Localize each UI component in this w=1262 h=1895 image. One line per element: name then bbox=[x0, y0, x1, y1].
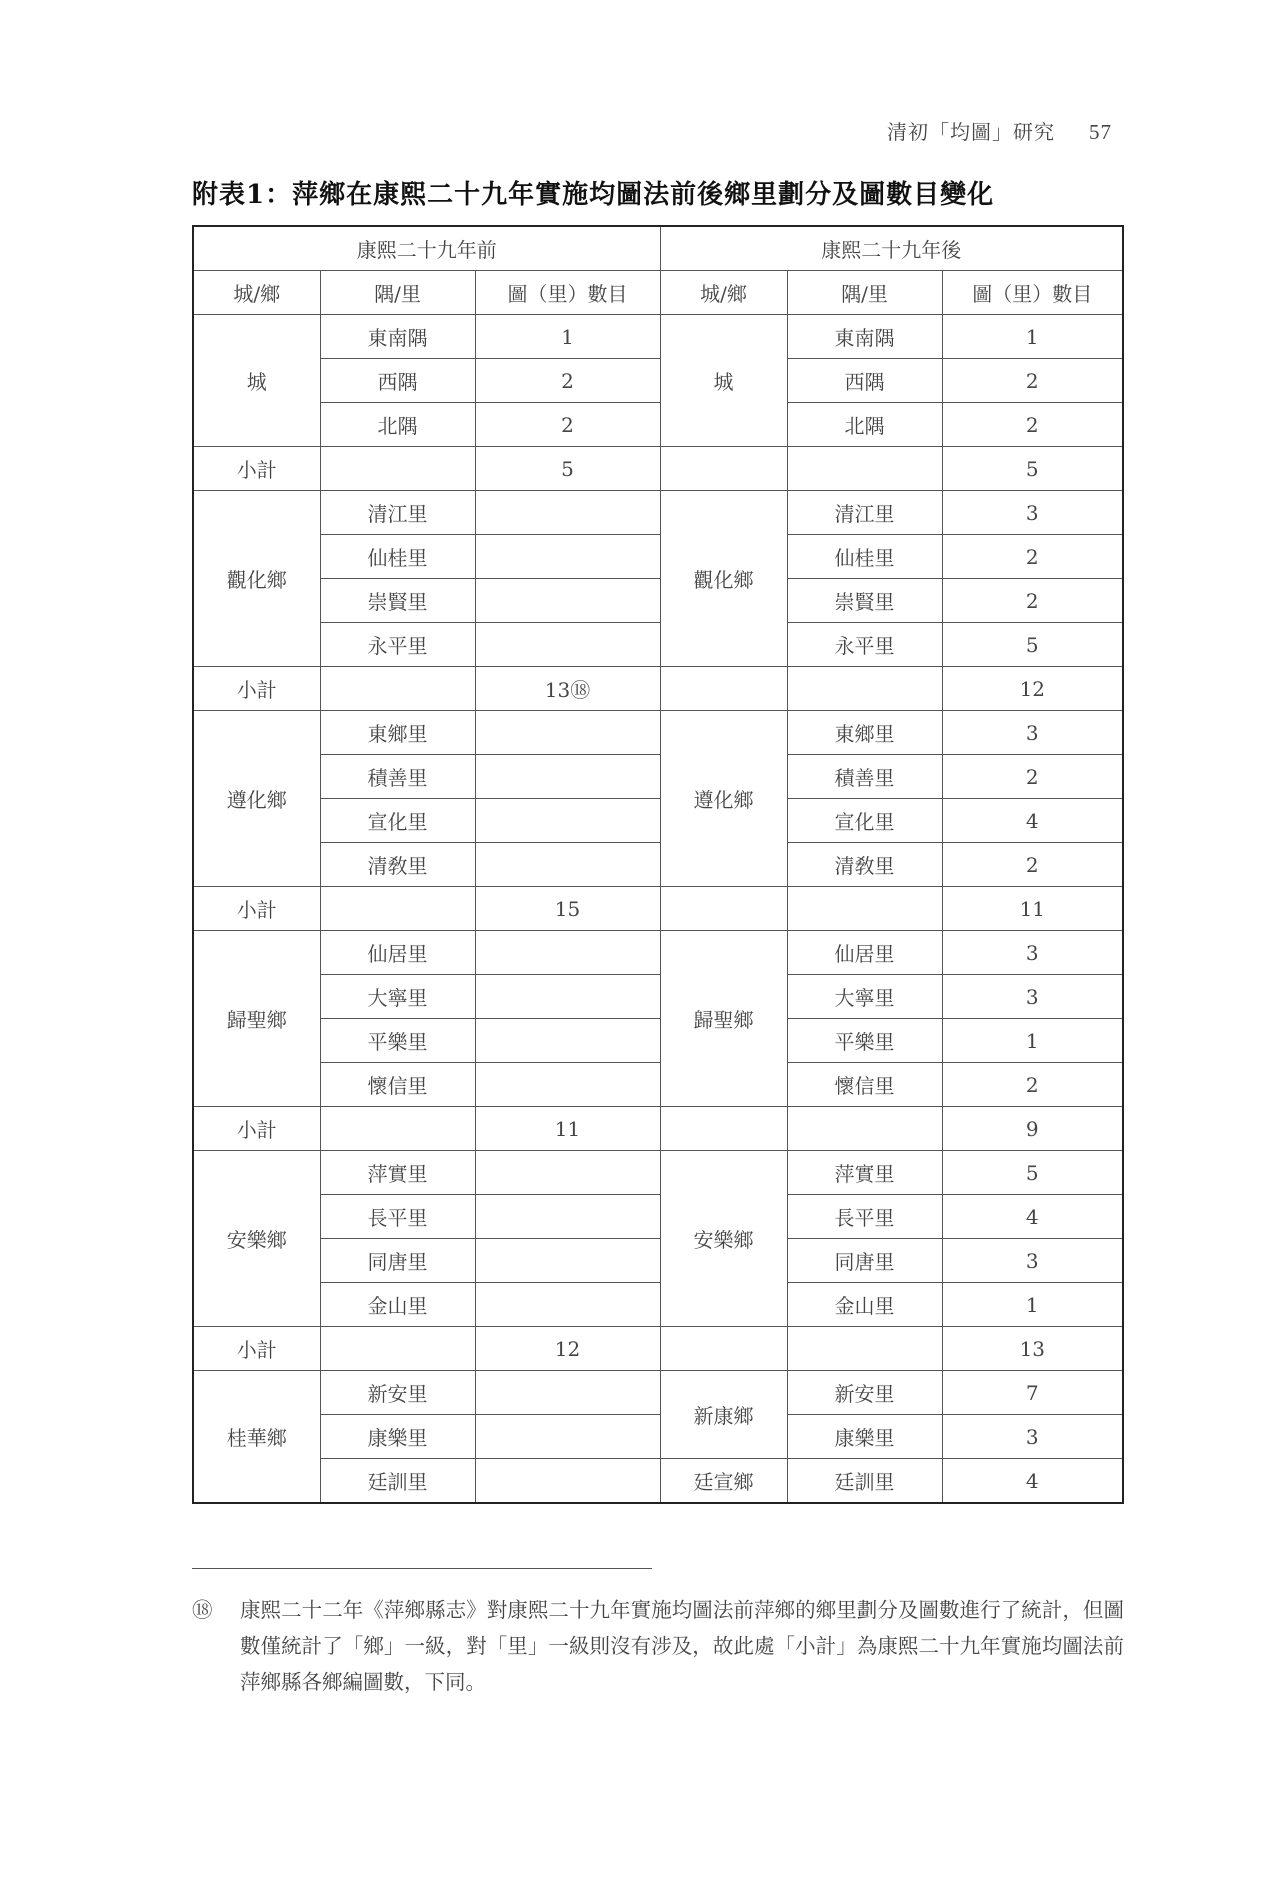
before-count bbox=[475, 1371, 660, 1415]
subtotal-before: 12 bbox=[475, 1327, 660, 1371]
table-row bbox=[193, 535, 1123, 579]
after-township: 歸聖鄉 bbox=[660, 931, 787, 1107]
footnote-text: 康熙二十二年《萍鄉縣志》對康熙二十九年實施均圖法前萍鄉的鄉里劃分及圖數進行了統計，但圖數僅統計了「鄉」一級，對「里」一級則沒有涉及，故此處「小計」為康熙二十九年實施均圖法前萍鄉縣各鄉編圖數，下同。 bbox=[240, 1598, 1124, 1694]
page-number: 57 bbox=[1089, 120, 1112, 144]
before-li: 崇賢里 bbox=[320, 579, 475, 623]
after-count: 3 bbox=[942, 711, 1123, 755]
table-row bbox=[193, 403, 1123, 447]
subtotal-label: 小計 bbox=[193, 667, 320, 711]
before-li: 積善里 bbox=[320, 755, 475, 799]
before-li: 萍實里 bbox=[320, 1151, 475, 1195]
table-row bbox=[193, 579, 1123, 623]
subtotal-row bbox=[193, 1107, 1123, 1151]
after-count: 1 bbox=[942, 315, 1123, 359]
township-table bbox=[192, 225, 1124, 1504]
table-title: 附表1：萍鄉在康熙二十九年實施均圖法前後鄉里劃分及圖數目變化 bbox=[192, 180, 995, 210]
column-header: 隅/里 bbox=[320, 271, 475, 315]
before-township: 安樂鄉 bbox=[193, 1151, 320, 1327]
after-li: 長平里 bbox=[787, 1195, 942, 1239]
empty-cell bbox=[320, 1327, 475, 1371]
after-count: 3 bbox=[942, 931, 1123, 975]
before-li: 仙桂里 bbox=[320, 535, 475, 579]
table-row bbox=[193, 315, 1123, 359]
before-li: 清敎里 bbox=[320, 843, 475, 887]
after-count: 7 bbox=[942, 1371, 1123, 1415]
empty-cell bbox=[660, 1107, 787, 1151]
before-li: 新安里 bbox=[320, 1371, 475, 1415]
table-row bbox=[193, 359, 1123, 403]
empty-cell bbox=[320, 1107, 475, 1151]
table-row bbox=[193, 843, 1123, 887]
after-count: 1 bbox=[942, 1019, 1123, 1063]
footnote bbox=[192, 1592, 1124, 1700]
subtotal-label: 小計 bbox=[193, 887, 320, 931]
subtotal-after: 9 bbox=[942, 1107, 1123, 1151]
column-header: 圖（里）數目 bbox=[942, 271, 1123, 315]
after-township: 觀化鄉 bbox=[660, 491, 787, 667]
before-count bbox=[475, 1283, 660, 1327]
after-township: 新康鄉 bbox=[660, 1371, 787, 1459]
empty-cell bbox=[660, 667, 787, 711]
subtotal-before: 11 bbox=[475, 1107, 660, 1151]
table-row bbox=[193, 931, 1123, 975]
after-count: 5 bbox=[942, 623, 1123, 667]
period-header-row bbox=[193, 226, 1123, 271]
before-count bbox=[475, 535, 660, 579]
before-li: 平樂里 bbox=[320, 1019, 475, 1063]
before-li: 永平里 bbox=[320, 623, 475, 667]
before-li: 懷信里 bbox=[320, 1063, 475, 1107]
empty-cell bbox=[660, 447, 787, 491]
running-head bbox=[887, 116, 1112, 145]
subtotal-label: 小計 bbox=[193, 447, 320, 491]
subtotal-label: 小計 bbox=[193, 1107, 320, 1151]
table-row bbox=[193, 975, 1123, 1019]
subtotal-row bbox=[193, 667, 1123, 711]
before-li: 同唐里 bbox=[320, 1239, 475, 1283]
after-li: 金山里 bbox=[787, 1283, 942, 1327]
subtotal-after: 5 bbox=[942, 447, 1123, 491]
before-count bbox=[475, 623, 660, 667]
after-li: 平樂里 bbox=[787, 1019, 942, 1063]
after-count: 3 bbox=[942, 1239, 1123, 1283]
before-count bbox=[475, 579, 660, 623]
before-count bbox=[475, 1063, 660, 1107]
after-li: 清江里 bbox=[787, 491, 942, 535]
column-header: 城/鄉 bbox=[660, 271, 787, 315]
after-count: 2 bbox=[942, 579, 1123, 623]
after-li: 新安里 bbox=[787, 1371, 942, 1415]
after-township: 城 bbox=[660, 315, 787, 447]
before-township: 桂華鄉 bbox=[193, 1371, 320, 1504]
before-count bbox=[475, 1239, 660, 1283]
after-li: 同唐里 bbox=[787, 1239, 942, 1283]
before-li: 北隅 bbox=[320, 403, 475, 447]
table-row bbox=[193, 1283, 1123, 1327]
column-header: 隅/里 bbox=[787, 271, 942, 315]
before-li: 康樂里 bbox=[320, 1415, 475, 1459]
empty-cell bbox=[320, 447, 475, 491]
before-li: 仙居里 bbox=[320, 931, 475, 975]
table-row bbox=[193, 1019, 1123, 1063]
before-li: 東鄉里 bbox=[320, 711, 475, 755]
before-count bbox=[475, 1151, 660, 1195]
table-row bbox=[193, 1371, 1123, 1415]
after-li: 崇賢里 bbox=[787, 579, 942, 623]
before-count bbox=[475, 1459, 660, 1504]
after-li: 清敎里 bbox=[787, 843, 942, 887]
before-count bbox=[475, 1195, 660, 1239]
before-count: 1 bbox=[475, 315, 660, 359]
after-li: 仙桂里 bbox=[787, 535, 942, 579]
running-head-title: 清初「均圖」研究 bbox=[887, 120, 1055, 144]
after-li: 積善里 bbox=[787, 755, 942, 799]
before-township: 歸聖鄉 bbox=[193, 931, 320, 1107]
after-period-header: 康熙二十九年後 bbox=[660, 226, 1123, 271]
table-row bbox=[193, 1151, 1123, 1195]
table-row bbox=[193, 1063, 1123, 1107]
before-count bbox=[475, 755, 660, 799]
after-li: 仙居里 bbox=[787, 931, 942, 975]
after-li: 康樂里 bbox=[787, 1415, 942, 1459]
column-header: 城/鄉 bbox=[193, 271, 320, 315]
before-count: 2 bbox=[475, 359, 660, 403]
after-count: 1 bbox=[942, 1283, 1123, 1327]
empty-cell bbox=[660, 1327, 787, 1371]
after-township: 安樂鄉 bbox=[660, 1151, 787, 1327]
subtotal-row bbox=[193, 1327, 1123, 1371]
after-count: 5 bbox=[942, 1151, 1123, 1195]
after-li: 永平里 bbox=[787, 623, 942, 667]
table-row bbox=[193, 755, 1123, 799]
footnote-mark: ⑱ bbox=[192, 1598, 213, 1622]
after-township: 遵化鄉 bbox=[660, 711, 787, 887]
after-count: 2 bbox=[942, 1063, 1123, 1107]
subtotal-after: 12 bbox=[942, 667, 1123, 711]
after-count: 3 bbox=[942, 1415, 1123, 1459]
table-row bbox=[193, 491, 1123, 535]
after-count: 2 bbox=[942, 535, 1123, 579]
before-count bbox=[475, 931, 660, 975]
before-li: 宣化里 bbox=[320, 799, 475, 843]
empty-cell bbox=[787, 1327, 942, 1371]
empty-cell bbox=[787, 887, 942, 931]
after-count: 4 bbox=[942, 799, 1123, 843]
after-li: 西隅 bbox=[787, 359, 942, 403]
before-township: 遵化鄉 bbox=[193, 711, 320, 887]
footnote-rule bbox=[192, 1568, 652, 1569]
after-count: 2 bbox=[942, 403, 1123, 447]
subtotal-before: 13⑱ bbox=[475, 667, 660, 711]
after-li: 東南隅 bbox=[787, 315, 942, 359]
after-township: 廷宣鄉 bbox=[660, 1459, 787, 1504]
before-count bbox=[475, 1415, 660, 1459]
before-township: 觀化鄉 bbox=[193, 491, 320, 667]
before-count bbox=[475, 843, 660, 887]
subtotal-row bbox=[193, 887, 1123, 931]
column-header-row bbox=[193, 271, 1123, 315]
empty-cell bbox=[787, 447, 942, 491]
after-count: 3 bbox=[942, 491, 1123, 535]
subtotal-after: 11 bbox=[942, 887, 1123, 931]
column-header: 圖（里）數目 bbox=[475, 271, 660, 315]
before-count bbox=[475, 711, 660, 755]
before-li: 長平里 bbox=[320, 1195, 475, 1239]
subtotal-after: 13 bbox=[942, 1327, 1123, 1371]
subtotal-before: 5 bbox=[475, 447, 660, 491]
empty-cell bbox=[660, 887, 787, 931]
before-li: 大寧里 bbox=[320, 975, 475, 1019]
subtotal-label: 小計 bbox=[193, 1327, 320, 1371]
before-count bbox=[475, 491, 660, 535]
before-count bbox=[475, 799, 660, 843]
after-li: 廷訓里 bbox=[787, 1459, 942, 1504]
after-count: 2 bbox=[942, 755, 1123, 799]
table-row bbox=[193, 1415, 1123, 1459]
after-li: 萍實里 bbox=[787, 1151, 942, 1195]
empty-cell bbox=[320, 667, 475, 711]
empty-cell bbox=[787, 667, 942, 711]
before-li: 金山里 bbox=[320, 1283, 475, 1327]
subtotal-row bbox=[193, 447, 1123, 491]
empty-cell bbox=[787, 1107, 942, 1151]
after-count: 3 bbox=[942, 975, 1123, 1019]
before-li: 清江里 bbox=[320, 491, 475, 535]
before-count bbox=[475, 975, 660, 1019]
after-count: 4 bbox=[942, 1459, 1123, 1504]
before-li: 東南隅 bbox=[320, 315, 475, 359]
before-li: 廷訓里 bbox=[320, 1459, 475, 1504]
table-body bbox=[193, 226, 1123, 1503]
before-period-header: 康熙二十九年前 bbox=[193, 226, 660, 271]
subtotal-before: 15 bbox=[475, 887, 660, 931]
table-row bbox=[193, 1459, 1123, 1504]
table-row bbox=[193, 1239, 1123, 1283]
after-li: 宣化里 bbox=[787, 799, 942, 843]
table-row bbox=[193, 623, 1123, 667]
before-count: 2 bbox=[475, 403, 660, 447]
before-township: 城 bbox=[193, 315, 320, 447]
empty-cell bbox=[320, 887, 475, 931]
after-count: 2 bbox=[942, 843, 1123, 887]
after-li: 懷信里 bbox=[787, 1063, 942, 1107]
after-li: 北隅 bbox=[787, 403, 942, 447]
after-count: 4 bbox=[942, 1195, 1123, 1239]
after-li: 大寧里 bbox=[787, 975, 942, 1019]
after-count: 2 bbox=[942, 359, 1123, 403]
after-li: 東鄉里 bbox=[787, 711, 942, 755]
table-row bbox=[193, 711, 1123, 755]
before-count bbox=[475, 1019, 660, 1063]
table-row bbox=[193, 799, 1123, 843]
table-row bbox=[193, 1195, 1123, 1239]
before-li: 西隅 bbox=[320, 359, 475, 403]
